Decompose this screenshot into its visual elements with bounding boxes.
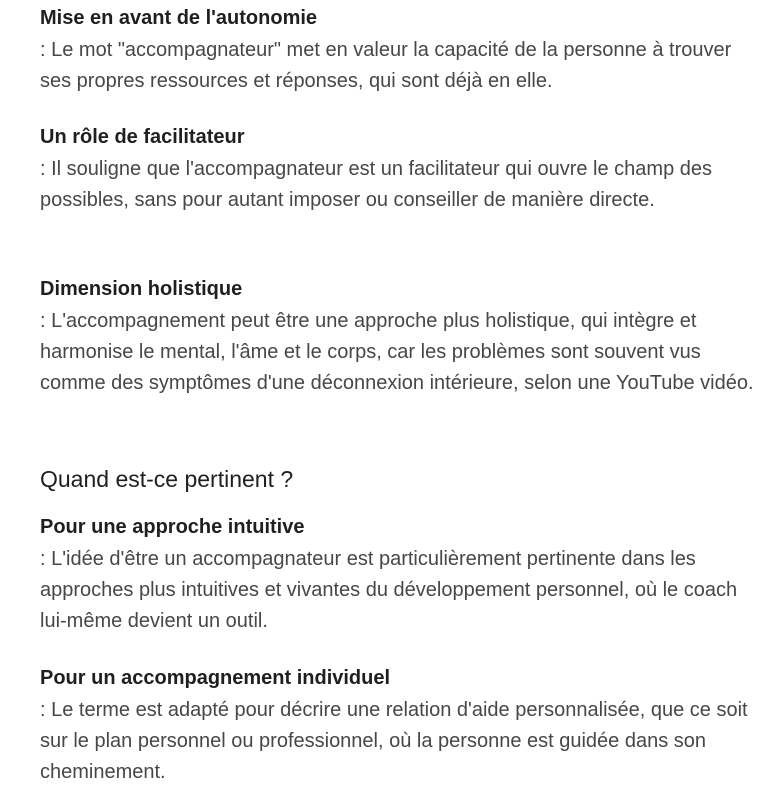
list-item	[40, 666, 765, 788]
item-description: : Le terme est adapté pour décrire une relation d'aide personnalisée, que ce soit sur le plan personnel ou professionnel, où la personne est guidée dans son cheminement.	[40, 699, 748, 783]
item-description: : Le mot "accompagnateur" met en valeur la capacité de la personne à trouver ses propres ressources et réponses, qui sont déjà en elle.	[40, 39, 732, 92]
item-title: Pour une approche intuitive	[40, 516, 305, 538]
list-item	[40, 515, 765, 637]
item-description: : L'idée d'être un accompagnateur est particulièrement pertinente dans les approches plus intuitives et vivantes du développement personnel, où le coach lui-même devient un outil.	[40, 548, 738, 632]
item-title: Mise en avant de l'autonomie	[40, 7, 318, 29]
list-item	[40, 125, 765, 216]
item-title: Dimension holistique	[40, 278, 243, 300]
item-title: Pour un accompagnement individuel	[40, 667, 391, 689]
section-heading: Quand est-ce pertinent ?	[40, 466, 294, 492]
item-description: : Il souligne que l'accompagnateur est un facilitateur qui ouvre le champ des possibles, sans pour autant imposer ou conseiller de manière directe.	[40, 158, 712, 211]
item-description: : L'accompagnement peut être une approche plus holistique, qui intègre et harmonise le mental, l'âme et le corps, car les problèmes sont souvent vus comme des symptômes d'une déconnexion intérieure, selon une YouTube vidéo.	[40, 310, 754, 394]
list-item	[40, 277, 765, 399]
list-item	[40, 6, 765, 97]
item-title: Un rôle de facilitateur	[40, 126, 245, 148]
